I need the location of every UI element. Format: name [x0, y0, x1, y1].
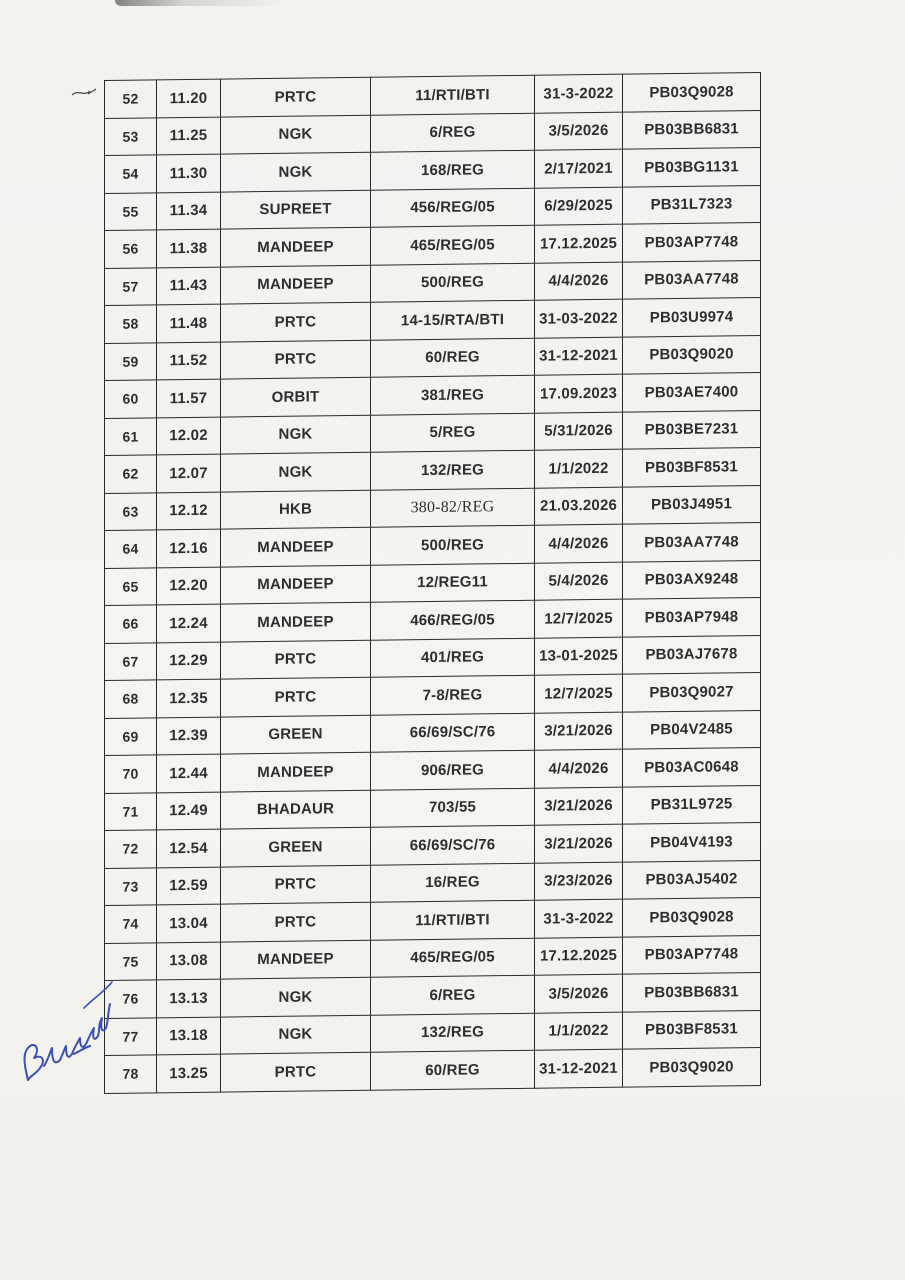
- cell-permit-ref: 7-8/REG: [371, 675, 535, 715]
- cell-time: 11.52: [157, 342, 221, 380]
- cell-operator: PRTC: [221, 77, 371, 116]
- cell-permit-ref: 500/REG: [371, 525, 535, 565]
- cell-vehicle-number: PB03Q9028: [623, 72, 761, 111]
- cell-time: 13.18: [157, 1017, 221, 1055]
- cell-permit-ref: 12/REG11: [371, 563, 535, 603]
- cell-serial-number: 58: [105, 305, 157, 343]
- cell-operator: MANDEEP: [221, 752, 371, 791]
- cell-operator: PRTC: [221, 902, 371, 941]
- cell-validity-date: 31-12-2021: [535, 1049, 623, 1088]
- cell-time: 12.20: [157, 567, 221, 605]
- cell-permit-ref: 466/REG/05: [371, 600, 535, 640]
- cell-time: 12.16: [157, 529, 221, 567]
- cell-vehicle-number: PB03BE7231: [623, 410, 761, 449]
- cell-operator: NGK: [221, 415, 371, 454]
- cell-vehicle-number: PB31L7323: [623, 185, 761, 224]
- cell-validity-date: 31-3-2022: [535, 899, 623, 938]
- cell-time: 11.38: [157, 229, 221, 267]
- cell-validity-date: 3/21/2026: [535, 824, 623, 863]
- cell-serial-number: 54: [105, 155, 157, 193]
- cell-serial-number: 77: [105, 1017, 157, 1055]
- cell-validity-date: 1/1/2022: [535, 1012, 623, 1051]
- cell-permit-ref: 11/RTI/BTI: [371, 75, 535, 115]
- cell-validity-date: 12/7/2025: [535, 674, 623, 713]
- cell-permit-ref: 380-82/REG: [371, 488, 535, 528]
- cell-operator: MANDEEP: [221, 265, 371, 304]
- cell-permit-ref: 66/69/SC/76: [371, 825, 535, 865]
- cell-operator: MANDEEP: [221, 227, 371, 266]
- cell-vehicle-number: PB03AX9248: [623, 560, 761, 599]
- cell-validity-date: 2/17/2021: [535, 149, 623, 188]
- cell-validity-date: 3/21/2026: [535, 712, 623, 751]
- cell-serial-number: 68: [105, 680, 157, 718]
- cell-time: 11.34: [157, 192, 221, 230]
- cell-operator: NGK: [221, 1015, 371, 1054]
- cell-vehicle-number: PB03BF8531: [623, 1010, 761, 1049]
- cell-vehicle-number: PB03AE7400: [623, 372, 761, 411]
- cell-time: 11.48: [157, 304, 221, 342]
- cell-time: 13.25: [157, 1054, 221, 1092]
- cell-time: 11.25: [157, 117, 221, 155]
- cell-serial-number: 64: [105, 530, 157, 568]
- cell-permit-ref: 381/REG: [371, 375, 535, 415]
- margin-mark-icon: [70, 85, 100, 99]
- table-row: [105, 1047, 761, 1093]
- cell-serial-number: 62: [105, 455, 157, 493]
- cell-vehicle-number: PB03AP7748: [623, 935, 761, 974]
- cell-validity-date: 17.12.2025: [535, 937, 623, 976]
- cell-serial-number: 52: [105, 80, 157, 118]
- cell-vehicle-number: PB03BF8531: [623, 447, 761, 486]
- cell-vehicle-number: PB03BG1131: [623, 147, 761, 186]
- cell-time: 13.08: [157, 942, 221, 980]
- cell-serial-number: 76: [105, 980, 157, 1018]
- cell-serial-number: 73: [105, 867, 157, 905]
- cell-permit-ref: 168/REG: [371, 150, 535, 190]
- cell-permit-ref: 5/REG: [371, 413, 535, 453]
- cell-vehicle-number: PB03AJ5402: [623, 860, 761, 899]
- cell-vehicle-number: PB31L9725: [623, 785, 761, 824]
- cell-operator: GREEN: [221, 715, 371, 754]
- cell-serial-number: 53: [105, 117, 157, 155]
- cell-validity-date: 12/7/2025: [535, 599, 623, 638]
- cell-time: 12.39: [157, 717, 221, 755]
- cell-vehicle-number: PB03Q9020: [623, 1047, 761, 1086]
- cell-permit-ref: 401/REG: [371, 638, 535, 678]
- cell-vehicle-number: PB03Q9028: [623, 897, 761, 936]
- cell-permit-ref: 60/REG: [371, 338, 535, 378]
- cell-validity-date: 5/4/2026: [535, 562, 623, 601]
- cell-validity-date: 4/4/2026: [535, 524, 623, 563]
- cell-time: 12.59: [157, 867, 221, 905]
- cell-vehicle-number: PB03BB6831: [623, 110, 761, 149]
- cell-vehicle-number: PB03AA7748: [623, 522, 761, 561]
- cell-vehicle-number: PB03AJ7678: [623, 635, 761, 674]
- cell-operator: NGK: [221, 452, 371, 491]
- cell-validity-date: 3/23/2026: [535, 862, 623, 901]
- cell-vehicle-number: PB03U9974: [623, 297, 761, 336]
- cell-vehicle-number: PB03AC0648: [623, 747, 761, 786]
- cell-vehicle-number: PB03AA7748: [623, 260, 761, 299]
- cell-operator: NGK: [221, 115, 371, 154]
- cell-time: 12.54: [157, 829, 221, 867]
- cell-permit-ref: 456/REG/05: [371, 188, 535, 228]
- cell-permit-ref: 60/REG: [371, 1050, 535, 1090]
- cell-permit-ref: 132/REG: [371, 450, 535, 490]
- cell-time: 11.20: [157, 79, 221, 117]
- cell-validity-date: 4/4/2026: [535, 749, 623, 788]
- cell-vehicle-number: PB03Q9020: [623, 335, 761, 374]
- cell-validity-date: 31-03-2022: [535, 299, 623, 338]
- cell-serial-number: 55: [105, 192, 157, 230]
- cell-operator: PRTC: [221, 677, 371, 716]
- cell-permit-ref: 6/REG: [371, 975, 535, 1015]
- cell-serial-number: 65: [105, 567, 157, 605]
- cell-vehicle-number: PB04V4193: [623, 822, 761, 861]
- cell-permit-ref: 465/REG/05: [371, 225, 535, 265]
- cell-serial-number: 72: [105, 830, 157, 868]
- cell-operator: PRTC: [221, 340, 371, 379]
- cell-time: 11.43: [157, 267, 221, 305]
- vehicle-log-table: [104, 72, 761, 1094]
- table-body: [105, 72, 761, 1093]
- cell-time: 12.49: [157, 792, 221, 830]
- cell-permit-ref: 906/REG: [371, 750, 535, 790]
- cell-operator: PRTC: [221, 640, 371, 679]
- cell-validity-date: 31-12-2021: [535, 337, 623, 376]
- cell-serial-number: 67: [105, 642, 157, 680]
- cell-permit-ref: 66/69/SC/76: [371, 713, 535, 753]
- cell-time: 11.30: [157, 154, 221, 192]
- cell-vehicle-number: PB03J4951: [623, 485, 761, 524]
- cell-validity-date: 13-01-2025: [535, 637, 623, 676]
- cell-time: 13.13: [157, 979, 221, 1017]
- cell-validity-date: 17.12.2025: [535, 224, 623, 263]
- cell-serial-number: 75: [105, 942, 157, 980]
- cell-operator: PRTC: [221, 302, 371, 341]
- cell-serial-number: 61: [105, 417, 157, 455]
- cell-permit-ref: 132/REG: [371, 1013, 535, 1053]
- cell-time: 12.12: [157, 492, 221, 530]
- cell-serial-number: 71: [105, 792, 157, 830]
- cell-serial-number: 57: [105, 267, 157, 305]
- scan-smudge: [115, 0, 285, 6]
- cell-operator: NGK: [221, 977, 371, 1016]
- cell-validity-date: 3/21/2026: [535, 787, 623, 826]
- cell-permit-ref: 465/REG/05: [371, 938, 535, 978]
- cell-validity-date: 31-3-2022: [535, 74, 623, 113]
- cell-validity-date: 3/5/2026: [535, 112, 623, 151]
- cell-vehicle-number: PB04V2485: [623, 710, 761, 749]
- cell-time: 12.07: [157, 454, 221, 492]
- cell-validity-date: 1/1/2022: [535, 449, 623, 488]
- cell-serial-number: 70: [105, 755, 157, 793]
- cell-operator: MANDEEP: [221, 527, 371, 566]
- cell-operator: NGK: [221, 152, 371, 191]
- cell-serial-number: 74: [105, 905, 157, 943]
- cell-time: 13.04: [157, 904, 221, 942]
- cell-validity-date: 5/31/2026: [535, 412, 623, 451]
- cell-time: 12.29: [157, 642, 221, 680]
- cell-operator: BHADAUR: [221, 790, 371, 829]
- cell-operator: HKB: [221, 490, 371, 529]
- cell-operator: GREEN: [221, 827, 371, 866]
- cell-time: 12.02: [157, 417, 221, 455]
- cell-permit-ref: 14-15/RTA/BTI: [371, 300, 535, 340]
- cell-serial-number: 78: [105, 1055, 157, 1093]
- cell-vehicle-number: PB03BB6831: [623, 972, 761, 1011]
- cell-serial-number: 63: [105, 492, 157, 530]
- cell-validity-date: 4/4/2026: [535, 262, 623, 301]
- cell-time: 12.24: [157, 604, 221, 642]
- cell-operator: MANDEEP: [221, 940, 371, 979]
- cell-time: 12.44: [157, 754, 221, 792]
- cell-vehicle-number: PB03AP7748: [623, 222, 761, 261]
- cell-vehicle-number: PB03Q9027: [623, 672, 761, 711]
- cell-permit-ref: 11/RTI/BTI: [371, 900, 535, 940]
- vehicle-log-table-wrap: [104, 72, 760, 1094]
- cell-operator: MANDEEP: [221, 602, 371, 641]
- cell-permit-ref: 16/REG: [371, 863, 535, 903]
- cell-validity-date: 21.03.2026: [535, 487, 623, 526]
- cell-vehicle-number: PB03AP7948: [623, 597, 761, 636]
- cell-serial-number: 69: [105, 717, 157, 755]
- cell-serial-number: 56: [105, 230, 157, 268]
- cell-validity-date: 17.09.2023: [535, 374, 623, 413]
- cell-operator: SUPREET: [221, 190, 371, 229]
- cell-permit-ref: 500/REG: [371, 263, 535, 303]
- cell-serial-number: 60: [105, 380, 157, 418]
- cell-time: 11.57: [157, 379, 221, 417]
- cell-validity-date: 3/5/2026: [535, 974, 623, 1013]
- cell-permit-ref: 6/REG: [371, 113, 535, 153]
- cell-serial-number: 59: [105, 342, 157, 380]
- cell-operator: MANDEEP: [221, 565, 371, 604]
- signature: [14, 968, 114, 1088]
- cell-operator: PRTC: [221, 1052, 371, 1091]
- cell-time: 12.35: [157, 679, 221, 717]
- cell-validity-date: 6/29/2025: [535, 187, 623, 226]
- cell-operator: PRTC: [221, 865, 371, 904]
- cell-serial-number: 66: [105, 605, 157, 643]
- cell-permit-ref: 703/55: [371, 788, 535, 828]
- cell-operator: ORBIT: [221, 377, 371, 416]
